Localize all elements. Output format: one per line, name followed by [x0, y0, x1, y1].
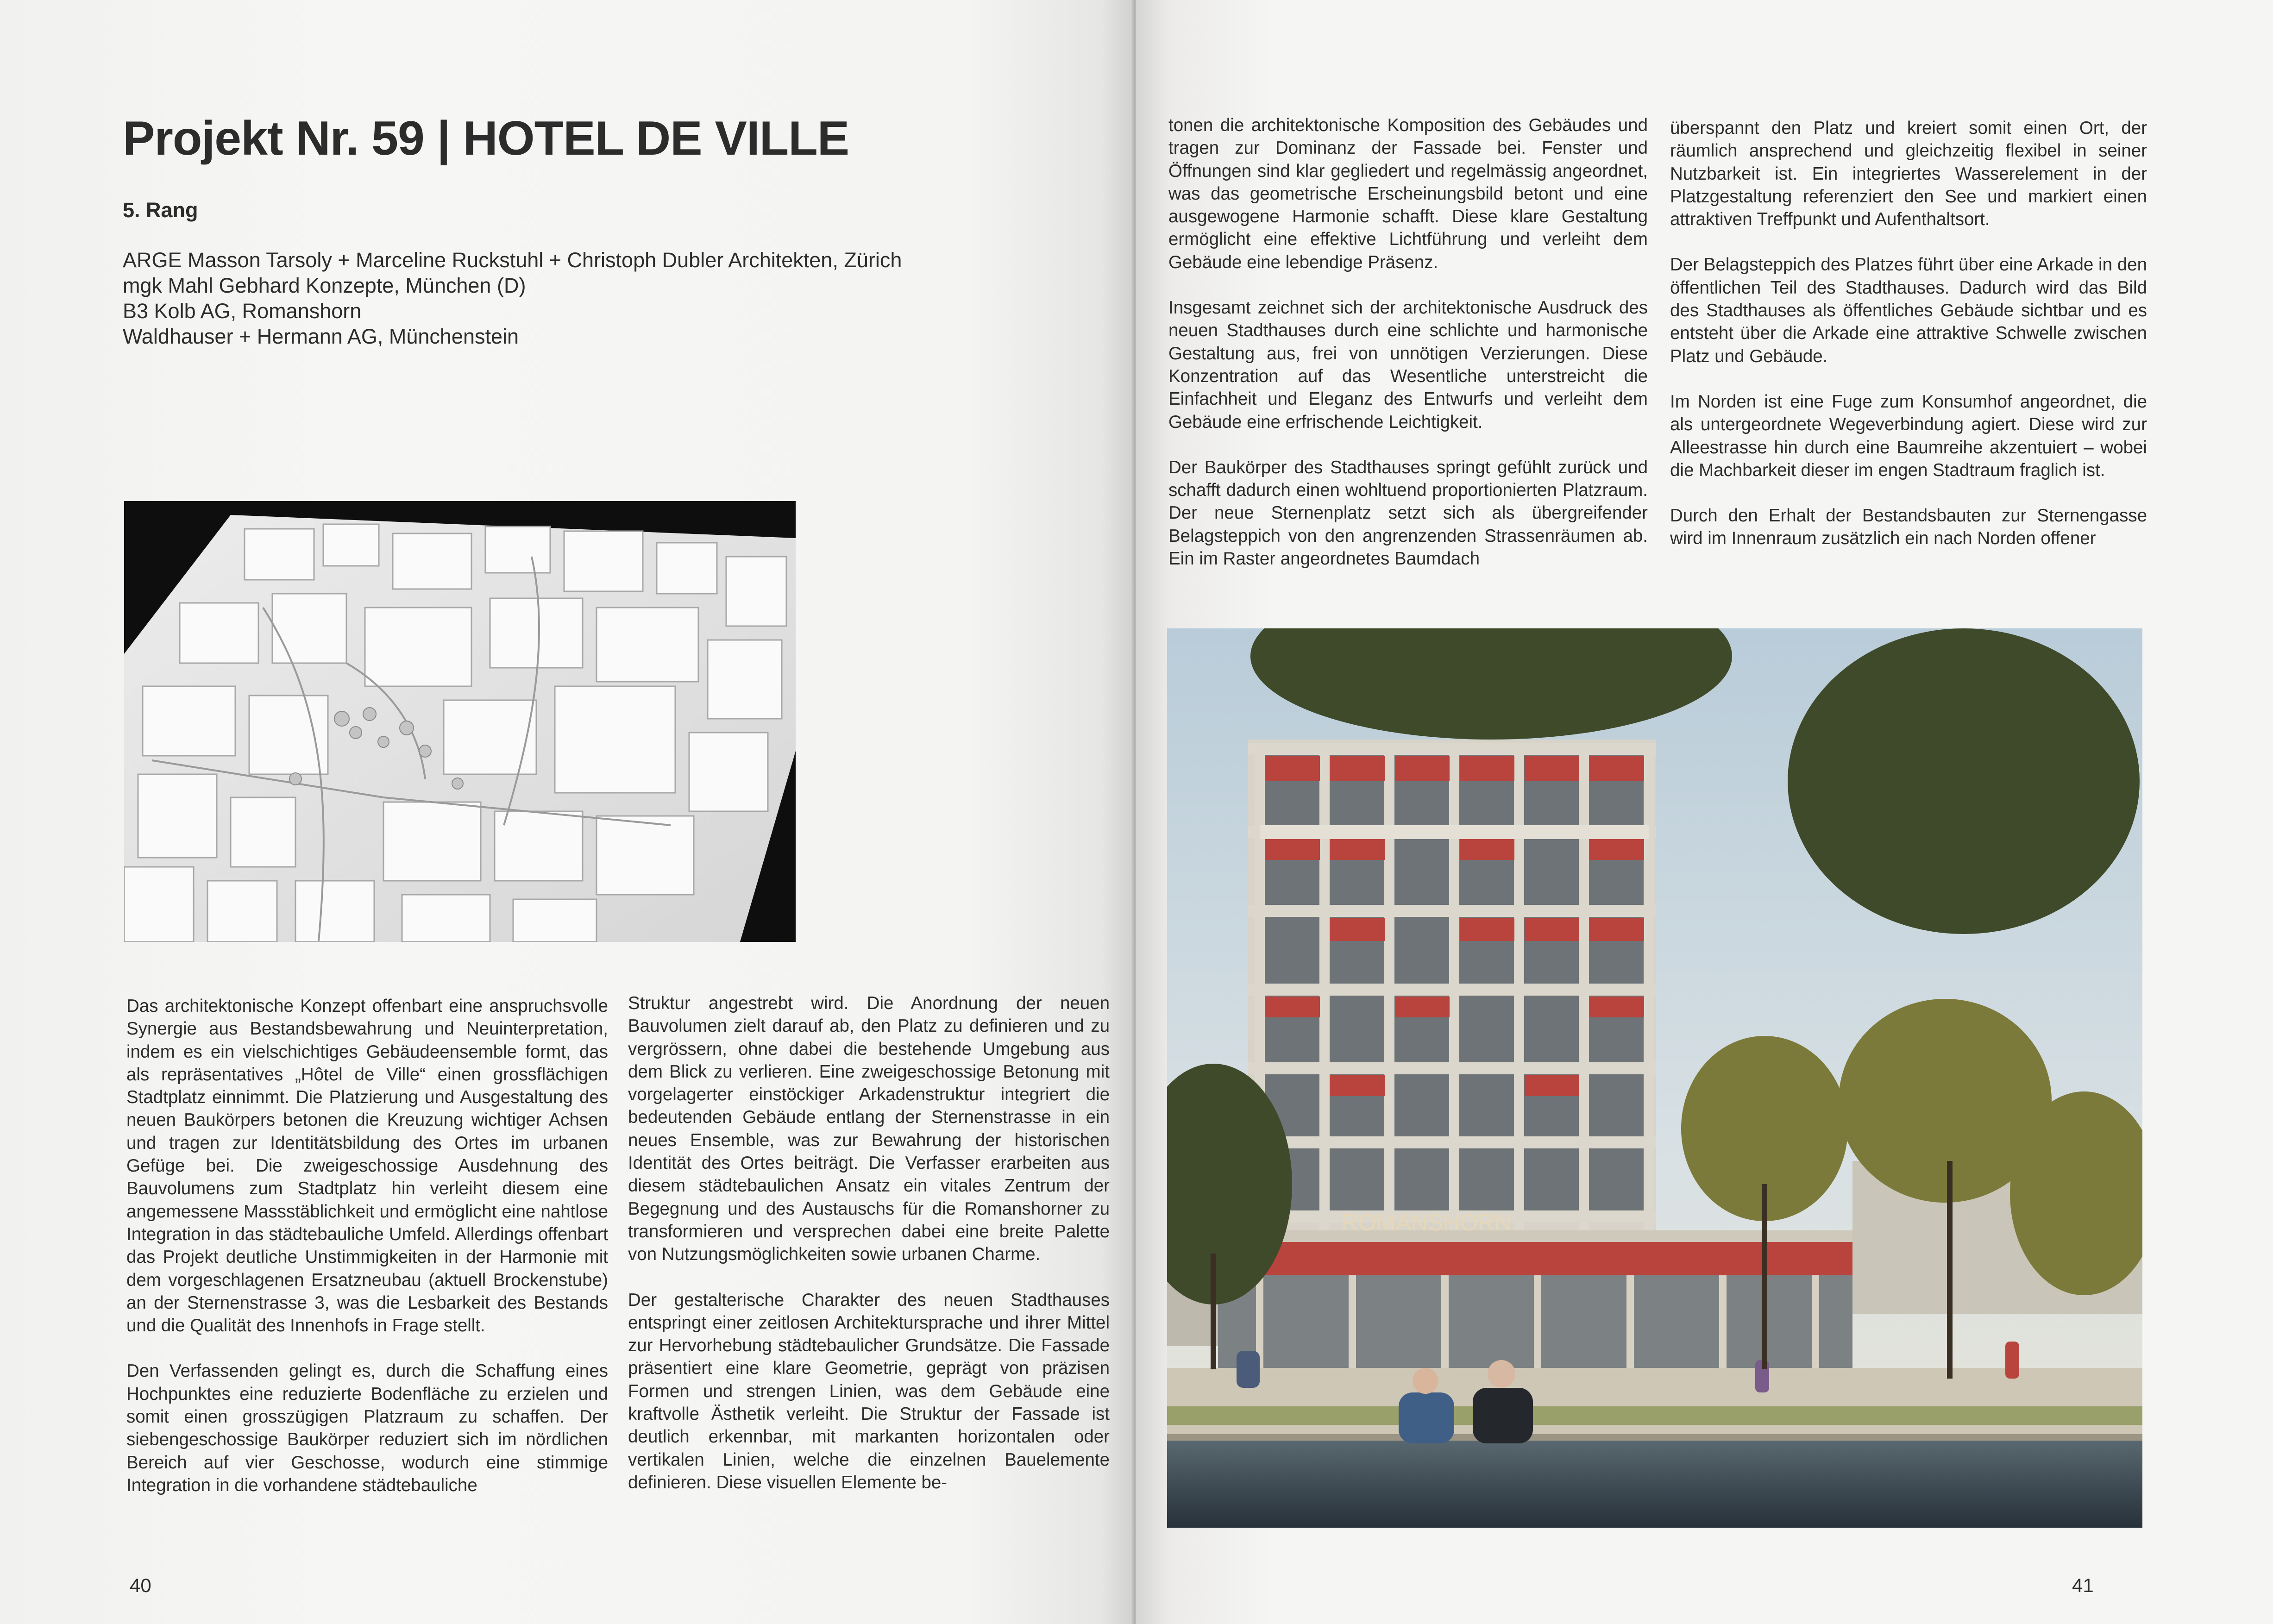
- body-column: [126, 995, 608, 1519]
- site-model-illustration: [124, 501, 796, 942]
- paragraph: Der Baukörper des Stadthauses springt gefühlt zurück und schafft dadurch einen wohltuend proportionierten Platzraum. Der neue Sternenplatz setzt sich als übergreifender Belagsteppich von den angrenzenden Strassenräumen ab. Ein im Raster angeordnetes Baumdach: [1168, 457, 1648, 569]
- credit-line: B3 Kolb AG, Romanshorn: [123, 299, 362, 323]
- paragraph: Der Belagsteppich des Platzes führt über eine Arkade in den öffentlichen Teil des Stadthauses. Dadurch wird das Bild des Stadthauses als öffentliches Gebäude sichtbar und es entsteht über die Arkade eine attraktive Schwelle zwischen Platz und Gebäude.: [1670, 255, 2147, 366]
- building-sign: ROMANSHORN: [1341, 1210, 1512, 1235]
- paragraph: Struktur angestrebt wird. Die Anordnung der neuen Bauvolumen zielt darauf ab, den Platz zu definieren und zu vergrössern, ohne dabei die bestehende Umgebung aus dem Blick zu verlieren. Eine zweigeschossige Betonung mit vorgelagerter einstöckiger Arkadenstruktur integriert die bedeutenden Gebäude entlang der Sternenstrasse in ein neues Ensemble, was zur Bewahrung der historischen Identität des Ortes beiträgt. Die Verfasser erarbeiten aus diesem städtebaulichen Ansatz ein vitales Zentrum der Begegnung und des Austauschs für die Romanshorner zu transformieren und versprechen dabei eine breite Palette von Nutzungsmöglichkeiten sowie urbanen Charme.: [628, 993, 1110, 1265]
- paragraph: Der gestalterische Charakter des neuen Stadthauses entspringt einer zeitlosen Architektursprache und ihrer Mittel zur Hervorhebung städtebaulicher Grundsätze. Die Fassade präsentiert eine klare Geometrie, geprägt von präzisen Formen und strengen Linien, was dem Gebäude eine kraftvolle Ästhetik verleiht. Die Struktur der Fassade ist deutlich erkennbar, mit markanten horizontalen oder vertikalen Linien, welche die einzelnen Bauelemente definieren. Diese visuellen Elemente be-: [628, 1290, 1110, 1492]
- paragraph: Durch den Erhalt der Bestandsbauten zur Sternengasse wird im Innenraum zusätzlich ein nach Norden offener: [1670, 506, 2147, 549]
- credit-line: ARGE Masson Tarsoly + Marceline Ruckstuhl + Christoph Dubler Architekten, Zürich: [123, 248, 902, 272]
- paragraph: Im Norden ist eine Fuge zum Konsumhof angeordnet, die als untergeordnete Wegeverbindung agiert. Diese wird zur Alleestrasse hin durch eine Baumreihe akzentuiert – wobei die Machbarkeit dieser im engen Stadtraum fraglich ist.: [1670, 391, 2147, 480]
- body-column: [1670, 117, 2147, 573]
- page-number: 40: [130, 1574, 151, 1596]
- site-model-photo: [124, 501, 796, 942]
- page-number: 41: [2072, 1574, 2094, 1596]
- credit-line: Waldhauser + Hermann AG, Münchenstein: [123, 325, 519, 348]
- paragraph: Insgesamt zeichnet sich der architektonische Ausdruck des neuen Stadthauses durch eine schlichte und harmonische Gestaltung aus, frei von unnötigen Verzierungen. Diese Konzentration auf das Wesentliche unterstreicht die Einfachheit und Eleganz des Entwurfs und verleiht dem Gebäude eine erfrischende Leichtigkeit.: [1168, 298, 1648, 432]
- paragraph: überspannt den Platz und kreiert somit einen Ort, der räumlich ansprechend und gleichzeitig flexibel in seiner Nutzbarkeit ist. Ein integriertes Wasserelement in der Platzgestaltung referenziert den See und markiert einen attraktiven Treffpunkt und Aufenthaltsort.: [1670, 118, 2147, 230]
- rendering-illustration: [1167, 628, 2142, 1528]
- body-column: [1168, 114, 1648, 593]
- hotel-de-ville-rendering: [1167, 628, 2142, 1528]
- rank-label: 5. Rang: [123, 198, 198, 222]
- paragraph: tonen die architektonische Komposition des Gebäudes und tragen zur Dominanz der Fassade bei. Fenster und Öffnungen sind klar gegliedert und regelmässig angeordnet, was das geometrische Erscheinungsbild betont und eine ausgewogene Harmonie schafft. Diese klare Gestaltung ermöglicht eine effektive Lichtführung und verleiht dem Gebäude eine lebendige Präsenz.: [1168, 115, 1648, 272]
- credits-list: [123, 247, 902, 349]
- right-page: [1136, 0, 2273, 1624]
- paragraph: Das architektonische Konzept offenbart eine anspruchsvolle Synergie aus Bestandsbewahrung und Neuinterpretation, indem es ein vielschichtiges Gebäudeensemble formt, das als repräsentatives „Hôtel de Ville“ einen grossflächigen Stadtplatz einnimmt. Die Platzierung und Ausgestaltung des neuen Baukörpers betonen die Kreuzung wichtiger Achsen und tragen zur Identitätsbildung des Ortes im urbanen Gefüge bei. Die zweigeschossige Ausdehnung des Bauvolumens zum Stadtplatz hin verleiht diesem eine angemessene Massstäblichkeit und ermöglicht eine nahtlose Integration in das städtebauliche Umfeld. Allerdings offenbart das Projekt deutliche Unstimmigkeiten in der Harmonie mit dem vorgeschlagenen Ersatzneubau (aktuell Brockenstube) an der Sternenstrasse 3, was die Lesbarkeit des Bestands und die Qualität des Innenhofs in Frage stellt.: [126, 996, 608, 1336]
- left-page: [0, 0, 1136, 1624]
- paragraph: Den Verfassenden gelingt es, durch die Schaffung eines Hochpunktes eine reduzierte Bodenfläche zu erzielen und somit einen grosszügigen Platzraum zu schaffen. Der siebengeschossige Baukörper reduziert sich im nördlichen Bereich auf vier Geschosse, wodurch eine stimmige Integration in die vorhandene städtebauliche: [126, 1361, 608, 1495]
- body-column: [628, 992, 1110, 1517]
- credit-line: mgk Mahl Gebhard Konzepte, München (D): [123, 274, 526, 297]
- page-title: Projekt Nr. 59 | HOTEL DE VILLE: [123, 112, 849, 165]
